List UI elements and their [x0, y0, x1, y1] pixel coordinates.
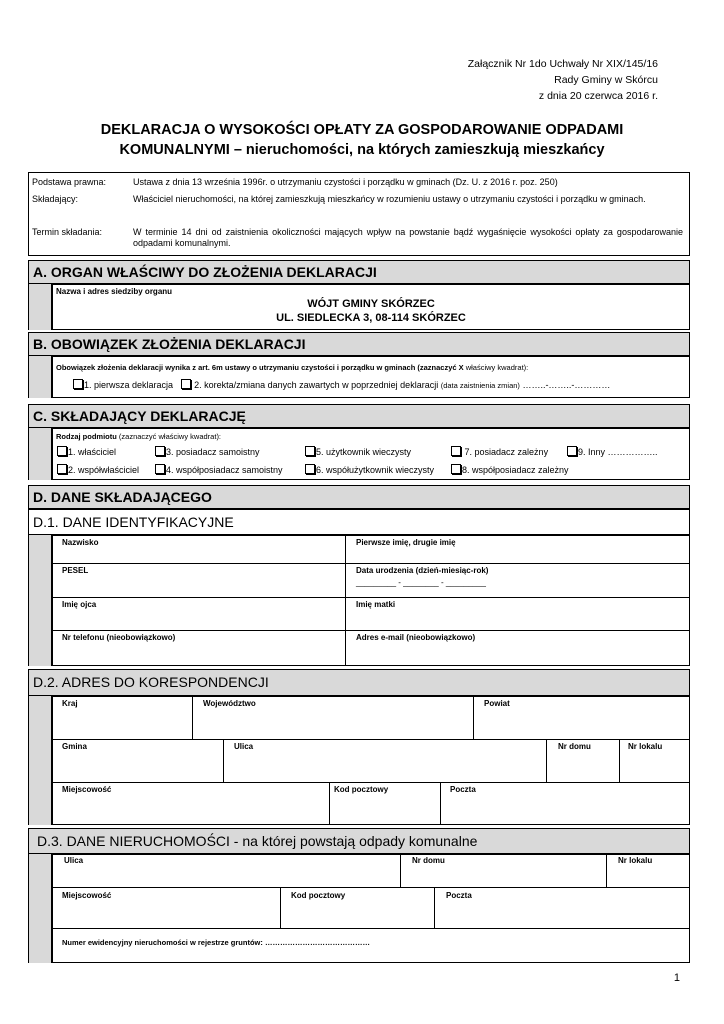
opt6-row — [305, 464, 434, 476]
property-house-no-label: Nr domu — [412, 856, 445, 865]
organ-address — [53, 297, 689, 325]
co-owner-checkbox[interactable] — [57, 464, 67, 474]
opt4-row — [155, 464, 283, 476]
co-dependent-holder-checkbox[interactable] — [451, 464, 461, 474]
opt7-row — [451, 446, 548, 458]
organ-label: Nazwa i adres siedziby organu — [56, 287, 173, 296]
county-label: Powiat — [484, 699, 510, 708]
email-label: Adres e-mail (nieobowiązkowo) — [356, 633, 476, 642]
legal-basis-label: Podstawa prawna: — [32, 177, 107, 187]
d3-strip — [28, 854, 52, 963]
co-owner-label: 2. współwłaściciel — [68, 465, 140, 475]
section-b-box — [52, 356, 690, 398]
section-a-box — [52, 284, 690, 330]
post-office-label: Poczta — [450, 785, 476, 794]
co-perpetual-user-label: 6. współużytkownik wieczysty — [316, 465, 435, 475]
obligation-intro — [56, 362, 528, 374]
page-number: 1 — [673, 972, 680, 984]
street-label: Ulica — [234, 742, 254, 751]
d2-strip — [28, 696, 52, 825]
opt3-row — [155, 446, 260, 458]
legal-basis-value: Ustawa z dnia 13 września 1996r. o utrzymaniu czystości i porządku w gminach (Dz. U. z 2016 r. poz. 250) — [133, 177, 558, 187]
deadline-value: W terminie 14 dni od zaistnienia okoliczności mających wpływ na powstanie bądź wygaśnięcie wysokości opłaty za gospodarowanie odpadami komunalnymi. — [133, 227, 683, 248]
phone-label: Nr telefonu (nieobowiązkowo) — [62, 633, 176, 642]
entity-type-intro — [56, 431, 221, 443]
submitter-value: Właściciel nieruchomości, na której zamieszkują mieszkańcy w rozumieniu ustawy o utrzymaniu czystości i porządku w gminach. — [133, 194, 646, 204]
entity-type-intro-bold: Rodzaj podmiotu — [56, 432, 117, 441]
co-independent-holder-checkbox[interactable] — [155, 464, 165, 474]
property-postal-code-label: Kod pocztowy — [291, 891, 346, 900]
obligation-options — [73, 379, 610, 392]
other-label: 9. Inny …………….. — [578, 447, 658, 457]
father-name-label: Imię ojca — [62, 600, 97, 609]
property-post-office-label: Poczta — [446, 891, 472, 900]
attachment-note — [468, 56, 658, 104]
perpetual-user-checkbox[interactable] — [305, 446, 315, 456]
opt1-row — [57, 446, 116, 458]
obligation-intro-normal: właściwy kwadrat): — [463, 363, 529, 372]
correction-checkbox[interactable] — [181, 379, 191, 389]
attachment-line-3: z dnia 20 czerwca 2016 r. — [538, 90, 658, 102]
first-declaration-label: 1. pierwsza deklaracja — [84, 380, 174, 390]
section-d-header: D. DANE SKŁADAJĄCEGO — [28, 485, 690, 509]
opt2-row — [57, 464, 139, 476]
birth-date-field[interactable]: _________ - ________ - _________ — [356, 578, 486, 587]
postal-code-label: Kod pocztowy — [334, 785, 389, 794]
independent-holder-checkbox[interactable] — [155, 446, 165, 456]
mother-name-label: Imię matki — [356, 600, 396, 609]
section-c-strip — [28, 428, 52, 480]
dependent-holder-label: 7. posiadacz zależny — [464, 447, 549, 457]
opt9-row — [567, 446, 658, 458]
property-locality-label: Miejscowość — [62, 891, 112, 900]
section-c-header: C. SKŁADAJĄCY DEKLARACJĘ — [28, 404, 690, 428]
d1-header: D.1. DANE IDENTYFIKACYJNE — [28, 509, 690, 535]
land-register-number[interactable]: Numer ewidencyjny nieruchomości w rejestrze gruntów: …………………………………… — [62, 938, 370, 947]
correction-label: 2. korekta/zmiana danych zawartych w poprzedniej deklaracji — [194, 380, 439, 390]
correction-date-field[interactable]: ……..-……..-………… — [519, 380, 611, 390]
entity-type-intro-normal: (zaznaczyć właściwy kwadrat): — [116, 432, 222, 441]
correction-date-note: (data zaistnienia zmian) — [440, 381, 520, 390]
section-a-strip — [28, 284, 52, 330]
surname-label: Nazwisko — [62, 538, 99, 547]
owner-label: 1. właściciel — [68, 447, 117, 457]
first-names-label: Pierwsze imię, drugie imię — [356, 538, 456, 547]
section-b-header: B. OBOWIĄZEK ZŁOŻENIA DEKLARACJI — [28, 332, 690, 356]
locality-label: Miejscowość — [62, 785, 112, 794]
declaration-title — [0, 120, 724, 160]
info-box — [28, 172, 690, 256]
d3-header: D.3. DANE NIERUCHOMOŚCI - na której powstają odpady komunalne — [28, 828, 690, 854]
attachment-line-1: Załącznik Nr 1do Uchwały Nr XIX/145/16 — [467, 58, 658, 70]
voivodeship-label: Województwo — [203, 699, 256, 708]
property-street-label: Ulica — [64, 856, 84, 865]
submitter-label: Składający: — [32, 194, 79, 204]
obligation-intro-bold: Obowiązek złożenia deklaracji wynika z art. 6m ustawy o utrzymaniu czystości i porządku w gminach (zaznaczyć X — [56, 363, 464, 372]
owner-checkbox[interactable] — [57, 446, 67, 456]
pesel-label: PESEL — [62, 566, 89, 575]
section-a-header: A. ORGAN WŁAŚCIWY DO ZŁOŻENIA DEKLARACJI — [28, 260, 690, 284]
co-perpetual-user-checkbox[interactable] — [305, 464, 315, 474]
d2-table — [52, 696, 690, 825]
attachment-line-2: Rady Gminy w Skórcu — [554, 74, 658, 86]
deadline-label: Termin składania: — [32, 227, 103, 237]
organ-line-1: WÓJT GMINY SKÓRZEC — [307, 298, 435, 310]
d1-strip — [28, 535, 52, 666]
country-label: Kraj — [62, 699, 78, 708]
opt8-row — [451, 464, 569, 476]
birth-date-label: Data urodzenia (dzień-miesiąc-rok) — [356, 566, 489, 575]
independent-holder-label: 3. posiadacz samoistny — [166, 447, 260, 457]
property-flat-no-label: Nr lokalu — [618, 856, 653, 865]
other-checkbox[interactable] — [567, 446, 577, 456]
co-dependent-holder-label: 8. współposiadacz zależny — [462, 465, 569, 475]
co-independent-holder-label: 4. współposiadacz samoistny — [166, 465, 283, 475]
organ-line-2: UL. SIEDLECKA 3, 08-114 SKÓRZEC — [276, 312, 466, 324]
section-b-strip — [28, 356, 52, 398]
perpetual-user-label: 5. użytkownik wieczysty — [316, 447, 412, 457]
title-line-1: DEKLARACJA O WYSOKOŚCI OPŁATY ZA GOSPODAROWANIE ODPADAMI — [100, 122, 624, 138]
section-c-box — [52, 428, 690, 480]
first-declaration-checkbox[interactable] — [73, 379, 83, 389]
house-no-label: Nr domu — [558, 742, 591, 751]
commune-label: Gmina — [62, 742, 87, 751]
title-line-2: KOMUNALNYMI – nieruchomości, na których zamieszkują mieszkańcy — [119, 142, 605, 158]
d2-header: D.2. ADRES DO KORESPONDENCJI — [28, 669, 690, 696]
flat-no-label: Nr lokalu — [628, 742, 663, 751]
dependent-holder-checkbox[interactable] — [451, 446, 461, 456]
opt5-row — [305, 446, 411, 458]
